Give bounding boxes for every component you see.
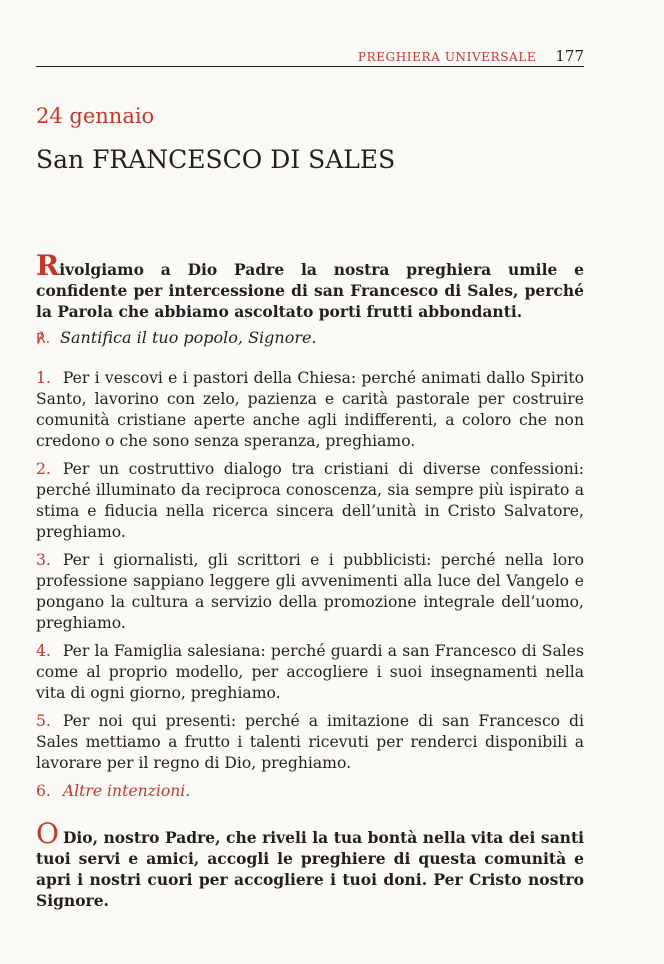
intention-item [36,711,584,774]
intention-number: 2. [36,460,51,478]
running-header [36,46,584,67]
page-number: 177 [555,47,584,65]
running-title: PREGHIERA UNIVERSALE [357,50,537,64]
intro-drop-cap: R [36,249,60,282]
response-line [36,328,317,347]
intention-text: Per i vescovi e i pastori della Chiesa: perché animati dallo Spirito Santo, lavorino con zelo, pazienza e carità pastorale per costruire comunità cristiane aperte anche agli indifferenti, a coloro che non credono o che sono senza speranza, preghiamo. [36,369,584,450]
intention-text: Altre intenzioni. [62,782,191,800]
intention-item [36,550,584,634]
saint-title: San FRANCESCO DI SALES [36,145,396,174]
intention-number: 3. [36,551,51,569]
intention-text: Per un costruttivo dialogo tra cristiani di diverse confessioni: perché illuminato da reciproca conoscenza, sia sempre più ispirato a stima e fiducia nella ricerca sincera dell’unità in Cristo Salvatore, preghiamo. [36,460,584,541]
intro-text: ivolgiamo a Dio Padre la nostra preghiera umile e confidente per intercessione di san Francesco di Sales, perché la Parola che abbiamo ascoltato porti frutti abbondanti. [36,260,584,321]
intention-number: 6. [36,782,51,800]
intention-item [36,781,584,802]
intention-text: Per i giornalisti, gli scrittori e i pubblicisti: perché nella loro professione sappiano leggere gli avvenimenti alla luce del Vangelo e pongano la cultura a servizio della promozione integrale dell’uomo, preghiamo. [36,551,584,632]
closing-prayer [36,817,584,911]
intentions-list [36,368,584,809]
response-symbol: ℟. [36,331,51,347]
intention-number: 4. [36,642,51,660]
closing-text: Dio, nostro Padre, che riveli la tua bontà nella vita dei santi tuoi servi e amici, accogli le preghiere di questa comunità e apri i nostri cuori per accogliere i tuoi doni. Per Cristo nostro Signore. [36,828,584,910]
response-text: Santifica il tuo popolo, Signore. [60,328,317,347]
closing-drop-cap: O [36,817,59,850]
feast-date: 24 gennaio [36,104,155,128]
intention-number: 5. [36,712,51,730]
intention-item [36,368,584,452]
intention-item [36,459,584,543]
intention-text: Per noi qui presenti: perché a imitazione di san Francesco di Sales mettiamo a frutto i talenti ricevuti per renderci disponibili a lavorare per il regno di Dio, preghiamo. [36,712,584,772]
intention-item [36,641,584,704]
intention-text: Per la Famiglia salesiana: perché guardi a san Francesco di Sales come al proprio modello, per accogliere i suoi insegnamenti nella vita di ogni giorno, preghiamo. [36,642,584,702]
intro-paragraph [36,249,584,322]
intention-number: 1. [36,369,51,387]
